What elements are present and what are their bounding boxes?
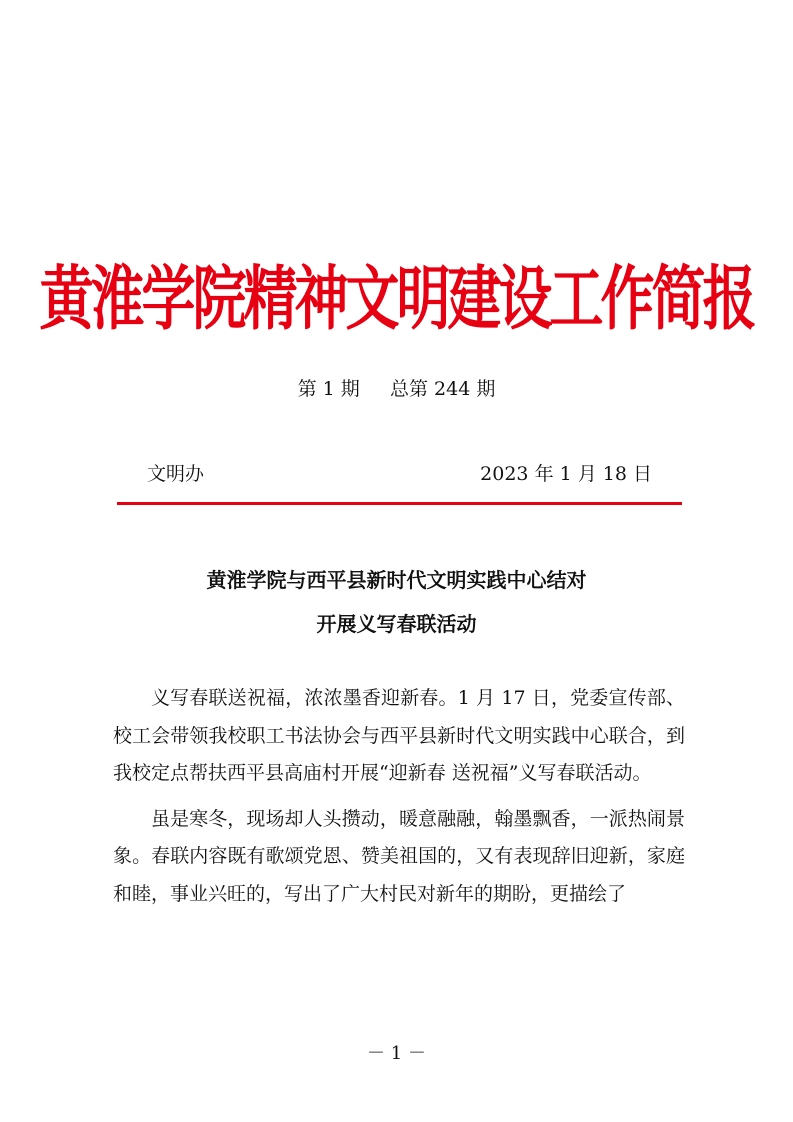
article-title — [0, 558, 793, 646]
body-paragraph-1: 义写春联送祝福，浓浓墨香迎新春。1 月 17 日，党委宣传部、校工会带领我校职工书法协会与西平县新时代文明实践中心联合，到我校定点帮扶西平县高庙村开展“迎新春 送祝福”义写春联活动。 — [113, 687, 685, 784]
article-title-line-1: 黄淮学院与西平县新时代文明实践中心结对 — [206, 568, 587, 592]
red-divider-line — [117, 502, 682, 505]
page-number: － 1 － — [367, 1043, 426, 1064]
issue-date: 2023 年 1 月 18 日 — [480, 463, 652, 485]
issuing-office: 文明办 — [147, 463, 205, 485]
article-title-line-2: 开展义写春联活动 — [316, 612, 477, 636]
body-paragraph-2: 虽是寒冬，现场却人头攒动，暖意融融，翰墨飘香，一派热闹景象。春联内容既有歌颂党恩、赞美祖国的，又有表现辞旧迎新，家庭和睦，事业兴旺的，写出了广大村民对新年的期盼，更描绘了 — [113, 807, 685, 905]
issuer-date-row — [147, 461, 652, 487]
article-body — [113, 680, 685, 921]
issue-number: 第 1 期 总第 244 期 — [297, 378, 496, 400]
document-masthead-title: 黄淮学院精神文明建设工作简报 — [39, 257, 754, 339]
